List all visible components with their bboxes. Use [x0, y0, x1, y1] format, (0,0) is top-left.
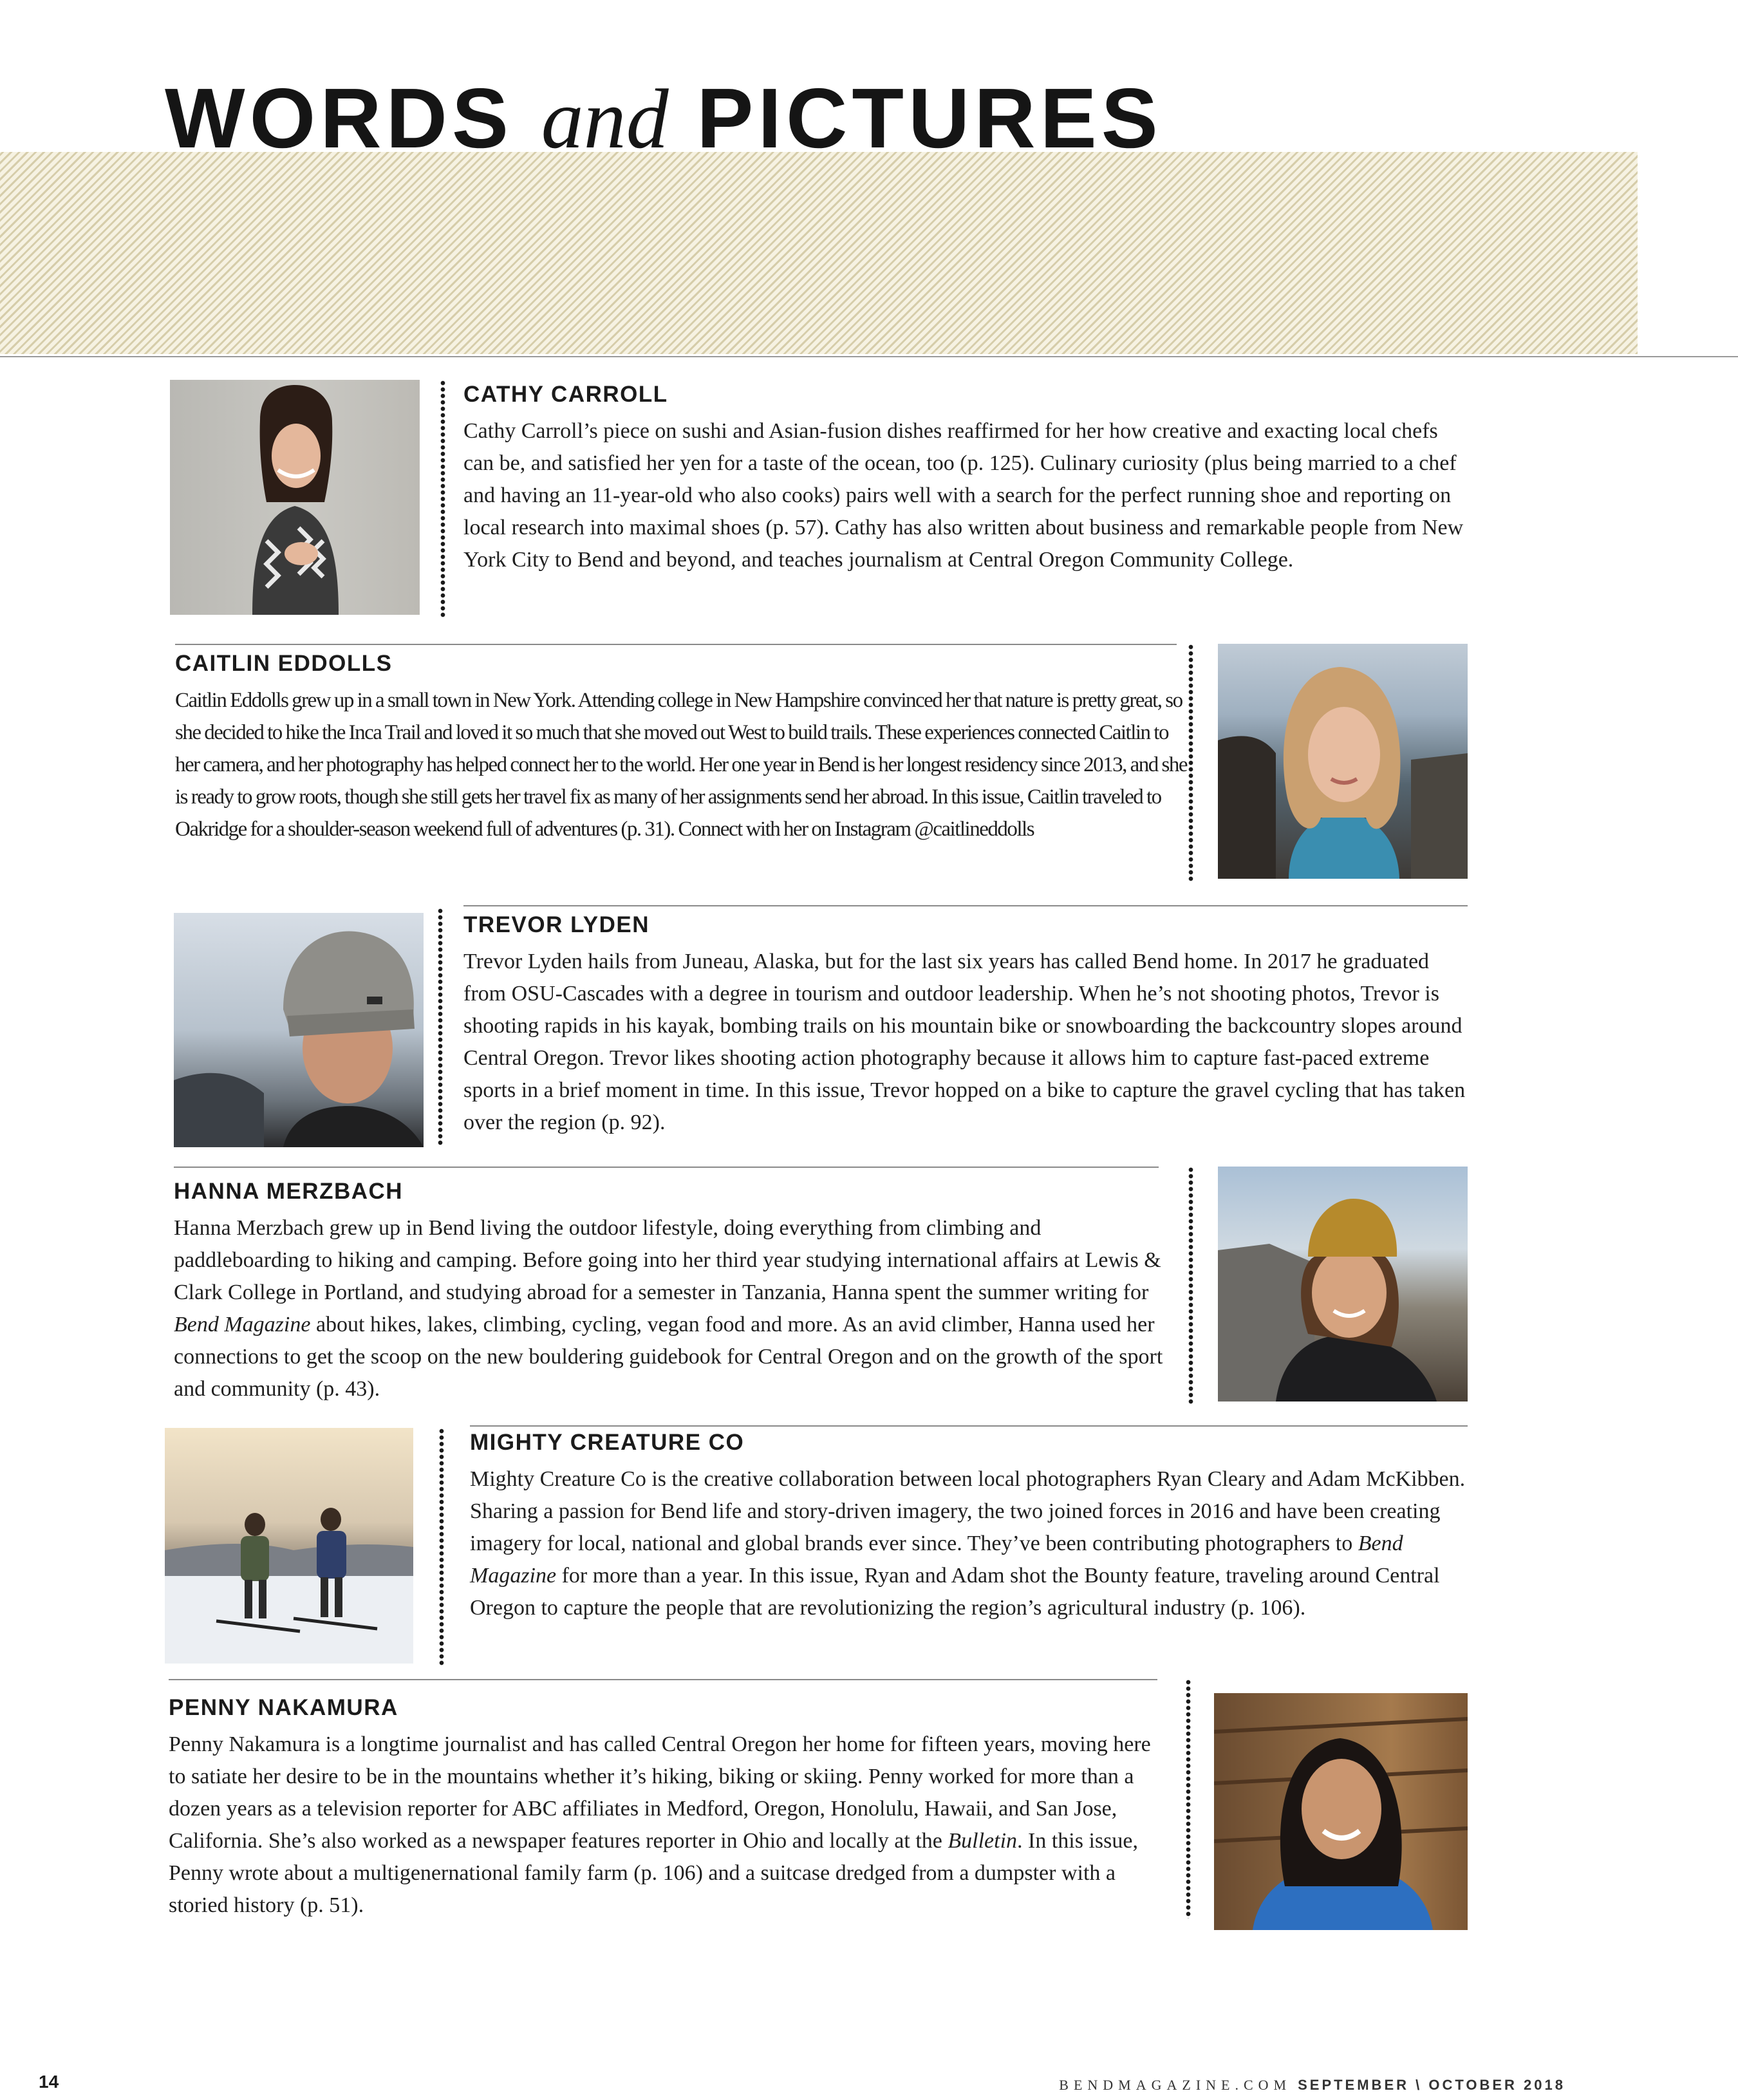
page-number: 14	[39, 2072, 59, 2092]
photo-caitlin-eddolls	[1218, 644, 1468, 879]
footer-credit	[1059, 2077, 1565, 2094]
dotted-separator	[440, 380, 445, 618]
bio-text-a: Penny Nakamura is a longtime journalist and has called Central Oregon her home for fifteen years, moving here to satiate her desire to be in the mountains whether it’s hiking, biking or skiing. Penny worked for more than a dozen years as a television reporter for ABC affiliates in Medford, Oregon, Honolulu, Hawaii, and San Jose, California. She’s also worked as a newspaper features reporter in Ohio and locally at the	[169, 1732, 1151, 1853]
contributor-name: HANNA MERZBACH	[174, 1179, 404, 1204]
contributor-name: TREVOR LYDEN	[463, 912, 649, 937]
bio-penny-nakamura	[169, 1696, 1173, 1922]
bio-text-b: about hikes, lakes, climbing, cycling, vegan food and more. As an avid climber, Hanna used her connections to get the scoop on the new bouldering guidebook for Central Oregon and on the growth of the sport and community (p. 43).	[174, 1312, 1163, 1401]
bio-text-b: . In this issue, Penny wrote about a multigenernational family farm (p. 106) and a suitcase dredged from a dumpster with a storied history (p. 51).	[169, 1828, 1138, 1917]
section-divider	[174, 1167, 1159, 1168]
section-divider	[470, 1425, 1468, 1427]
section-divider	[463, 905, 1468, 906]
footer-issue: SEPTEMBER \ OCTOBER 2018	[1298, 2077, 1565, 2093]
bio-hanna-merzbach	[174, 1179, 1178, 1405]
title-words: WORDS	[165, 71, 513, 165]
page-title	[165, 71, 1163, 166]
decorative-stripe-band	[0, 152, 1638, 354]
contributor-name: PENNY NAKAMURA	[169, 1695, 398, 1720]
bio-trevor-lyden	[463, 913, 1468, 1139]
dotted-separator	[1186, 1679, 1191, 1918]
dotted-separator	[1188, 1167, 1193, 1405]
bio-text-b: for more than a year. In this issue, Ryan and Adam shot the Bounty feature, traveling around Central Oregon to capture the people that are revolutionizing the region’s agricultural industry (p. 106).	[470, 1563, 1440, 1620]
title-pictures: PICTURES	[696, 71, 1163, 165]
photo-penny-nakamura	[1214, 1693, 1468, 1930]
dotted-separator	[438, 908, 443, 1146]
contributor-bio: Caitlin Eddolls grew up in a small town in New York. Attending college in New Hampshire convinced her that nature is pretty great, so she decided to hike the Inca Trail and loved it so much that she moved out West to build trails. These experiences connected Caitlin to her camera, and her photography has helped connect her to the world. Her one year in Bend is her longest residency since 2013, and she is ready to grow roots, though she still gets her travel fix as many of her assignments send her abroad. In this issue, Caitlin traveled to Oakridge for a shoulder-season weekend full of adventures (p. 31). Connect with her on Instagram @caitlineddolls	[175, 688, 1187, 841]
bio-cathy-carroll	[463, 382, 1468, 576]
contributor-bio: Cathy Carroll’s piece on sushi and Asian-fusion dishes reaffirmed for her how creative and exacting local chefs can be, and satisfied her yen for a taste of the ocean, too (p. 125). Culinary curiosity (plus being married to a chef and having an 11-year-old who also cooks) pairs well with a search for the perfect running shoe and reporting on local research into maximal shoes (p. 57). Cathy has also written about business and remarkable people from New York City to Bend and beyond, and teaches journalism at Central Oregon Community College.	[463, 418, 1464, 572]
contributor-bio	[470, 1463, 1474, 1624]
publication-title: Bend Magazine	[470, 1531, 1403, 1588]
header-divider	[0, 356, 1738, 357]
section-divider	[169, 1679, 1157, 1680]
bio-text-a: Mighty Creature Co is the creative collaboration between local photographers Ryan Cleary and Adam McKibben. Sharing a passion for Bend life and story-driven imagery, the two joined forces in 2016 and have been creating imagery for local, national and global brands ever since. They’ve been contributing photographers to	[470, 1467, 1466, 1555]
photo-trevor-lyden	[174, 913, 424, 1147]
bio-caitlin-eddolls	[175, 652, 1192, 845]
publication-title: Bend Magazine	[174, 1312, 311, 1336]
contributor-bio	[174, 1212, 1178, 1405]
contributor-bio	[169, 1729, 1173, 1922]
photo-mighty-creature-co	[165, 1428, 413, 1664]
section-divider	[175, 644, 1177, 645]
dotted-separator	[1188, 644, 1193, 882]
contributor-name: CATHY CARROLL	[463, 382, 668, 407]
footer-site: BENDMAGAZINE.COM	[1059, 2077, 1292, 2093]
title-and: and	[541, 71, 669, 166]
contributor-name: CAITLIN EDDOLLS	[175, 651, 393, 676]
contributor-bio: Trevor Lyden hails from Juneau, Alaska, but for the last six years has called Bend home. In 2017 he graduated from OSU-Cascades with a degree in tourism and outdoor leadership. When he’s not shooting photos, Trevor is shooting rapids in his kayak, bombing trails on his mountain bike or snowboarding the backcountry slopes around Central Oregon. Trevor likes shooting action photography because it allows him to capture fast-paced extreme sports in a brief moment in time. In this issue, Trevor hopped on a bike to capture the gravel cycling that has taken over the region (p. 92).	[463, 949, 1466, 1134]
publication-title: Bulletin	[948, 1828, 1018, 1853]
dotted-separator	[439, 1428, 444, 1666]
photo-hanna-merzbach	[1218, 1167, 1468, 1402]
photo-cathy-carroll	[170, 380, 420, 615]
contributor-name: MIGHTY CREATURE CO	[470, 1430, 745, 1455]
bio-mighty-creature-co	[470, 1430, 1474, 1624]
bio-text-a: Hanna Merzbach grew up in Bend living the outdoor lifestyle, doing everything from climbing and paddleboarding to hiking and camping. Before going into her third year studying international affairs at Lewis & Clark College in Portland, and studying abroad for a semester in Tanzania, Hanna spent the summer writing for	[174, 1215, 1161, 1304]
